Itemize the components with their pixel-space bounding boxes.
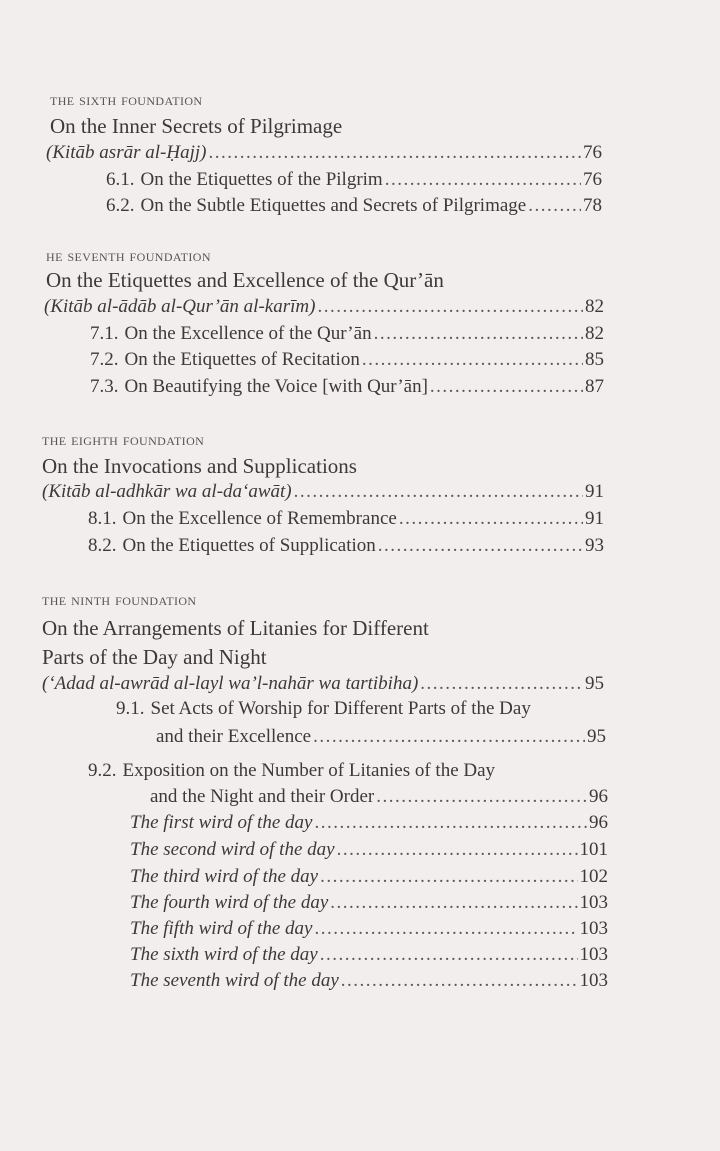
section-title: On the Etiquettes and Excellence of the Qur’ān: [46, 268, 444, 292]
entry-number: 9.1.: [116, 698, 145, 719]
toc-entry-main[interactable]: [42, 481, 604, 503]
page-number: 78: [583, 195, 602, 216]
entry-label: (Kitāb asrār al-Ḥajj): [46, 142, 207, 163]
page-number: 103: [579, 892, 608, 913]
toc-entry[interactable]: [90, 376, 604, 398]
page-number: 95: [585, 673, 604, 694]
page-number: 103: [579, 970, 608, 991]
toc-entry-wird[interactable]: [130, 918, 608, 940]
toc-entry[interactable]: [88, 535, 604, 557]
entry-number: 8.1.: [88, 508, 117, 529]
entry-label-cont: and the Night and their Order: [150, 786, 375, 807]
entry-number: 6.2.: [106, 195, 135, 216]
toc-entry-first-line: [88, 760, 606, 782]
entry-label: On the Excellence of Remembrance: [122, 508, 397, 529]
leader-dots: [294, 481, 583, 503]
leader-dots: [362, 349, 583, 371]
entry-label: The fourth wird of the day: [130, 892, 329, 913]
leader-dots: [374, 323, 583, 345]
entry-label: On the Etiquettes of the Pilgrim: [140, 169, 383, 190]
leader-dots: [314, 918, 577, 940]
entry-number: 7.2.: [90, 349, 119, 370]
toc-entry[interactable]: [90, 349, 604, 371]
entry-number: 8.2.: [88, 535, 117, 556]
toc-entry[interactable]: [150, 786, 608, 808]
leader-dots: [337, 839, 578, 861]
entry-label: On the Etiquettes of Recitation: [124, 349, 360, 370]
toc-entry-main[interactable]: [46, 142, 602, 164]
section-title-line2: Parts of the Day and Night: [42, 645, 267, 669]
section-title: On the Invocations and Supplications: [42, 454, 357, 478]
toc-entry-wird[interactable]: [130, 944, 608, 966]
leader-dots: [378, 535, 583, 557]
toc-entry[interactable]: [106, 195, 602, 217]
entry-label: On the Excellence of the Qur’ān: [124, 323, 372, 344]
page-number: 85: [585, 349, 604, 370]
toc-entry-main[interactable]: [44, 296, 604, 318]
toc-entry-main[interactable]: [42, 673, 604, 695]
page-number: 103: [579, 918, 608, 939]
entry-label: Set Acts of Worship for Different Parts of the Day: [150, 698, 531, 719]
section-heading: the eighth foundation: [42, 430, 205, 449]
page-number: 103: [579, 944, 608, 965]
toc-entry-wird[interactable]: [130, 812, 608, 834]
leader-dots: [314, 812, 587, 834]
leader-dots: [528, 195, 581, 217]
entry-label: (Kitāb al-ādāb al-Qur’ān al-karīm): [44, 296, 316, 317]
entry-number: 7.3.: [90, 376, 119, 397]
page-number: 76: [583, 169, 602, 190]
entry-label: The sixth wird of the day: [130, 944, 318, 965]
section-heading: the ninth foundation: [42, 590, 197, 609]
toc-entry-wird[interactable]: [130, 866, 608, 888]
entry-label: (‘Adad al-awrād al-layl wa’l-nahār wa tartibiha): [42, 673, 419, 694]
page-number: 91: [585, 481, 604, 502]
toc-entry[interactable]: [156, 726, 606, 748]
section-heading: the sixth foundation: [50, 90, 203, 109]
page-number: 82: [585, 296, 604, 317]
page-number: 76: [583, 142, 602, 163]
leader-dots: [341, 970, 578, 992]
page-number: 93: [585, 535, 604, 556]
entry-label: The first wird of the day: [130, 812, 313, 833]
leader-dots: [313, 726, 585, 748]
section-title-line1: On the Arrangements of Litanies for Different: [42, 616, 429, 640]
entry-label: On Beautifying the Voice [with Qur’ān]: [124, 376, 428, 397]
toc-entry-wird[interactable]: [130, 839, 608, 861]
entry-label-cont: and their Excellence: [156, 726, 312, 747]
leader-dots: [399, 508, 583, 530]
toc-entry-wird[interactable]: [130, 970, 608, 992]
toc-entry-first-line: [116, 698, 606, 720]
page-number: 101: [579, 839, 608, 860]
entry-label: On the Etiquettes of Supplication: [122, 535, 376, 556]
entry-number: 7.1.: [90, 323, 119, 344]
toc-entry[interactable]: [88, 508, 604, 530]
toc-entry-wird[interactable]: [130, 892, 608, 914]
toc-entry[interactable]: [106, 169, 602, 191]
leader-dots: [208, 142, 581, 164]
leader-dots: [376, 786, 587, 808]
entry-label: The third wird of the day: [130, 866, 319, 887]
page-number: 82: [585, 323, 604, 344]
page-number: 87: [585, 376, 604, 397]
page-number: 102: [579, 866, 608, 887]
entry-label: (Kitāb al-adhkār wa al-da‘awāt): [42, 481, 292, 502]
leader-dots: [320, 866, 577, 888]
page-number: 96: [589, 786, 608, 807]
entry-label: On the Subtle Etiquettes and Secrets of Pilgrimage: [140, 195, 527, 216]
leader-dots: [385, 169, 581, 191]
section-heading: he seventh foundation: [46, 246, 211, 265]
entry-label: The second wird of the day: [130, 839, 335, 860]
leader-dots: [330, 892, 577, 914]
page-number: 96: [589, 812, 608, 833]
leader-dots: [430, 376, 583, 398]
entry-label: The fifth wird of the day: [130, 918, 313, 939]
entry-label: The seventh wird of the day: [130, 970, 339, 991]
entry-label: Exposition on the Number of Litanies of the Day: [122, 760, 496, 781]
toc-entry[interactable]: [90, 323, 604, 345]
leader-dots: [317, 296, 583, 318]
leader-dots: [320, 944, 578, 966]
page-number: 91: [585, 508, 604, 529]
entry-number: 9.2.: [88, 760, 117, 781]
page-number: 95: [587, 726, 606, 747]
section-title: On the Inner Secrets of Pilgrimage: [50, 114, 343, 138]
leader-dots: [420, 673, 583, 695]
entry-number: 6.1.: [106, 169, 135, 190]
